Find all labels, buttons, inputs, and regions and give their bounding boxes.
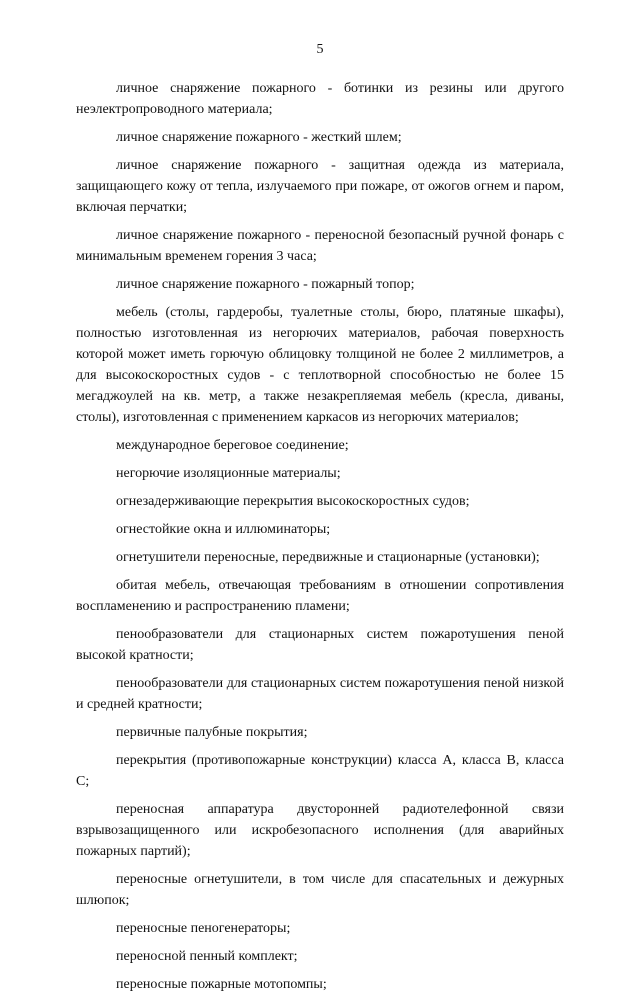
paragraph-helmet: личное снаряжение пожарного - жесткий шлем; xyxy=(116,130,402,145)
paragraph-portable-extinguishers: переносные огнетушители, в том числе для спасательных и дежурных шлюпок; xyxy=(76,872,564,908)
paragraph-furniture: мебель (столы, гардеробы, туалетные столы, бюро, платяные шкафы), полностью изготовленная из негорючих материалов, рабочая поверхность которой может иметь горючую облицовку толщиной не более 2 миллиметров, а для высокоскоростных судов - с теплотворной способностью не более 15 мегаджоулей на кв. метр, а также незакрепляемая мебель (кресла, диваны, столы), изготовленная с применением каркасов из негорючих материалов; xyxy=(76,305,564,425)
paragraph-upholstered-furniture: обитая мебель, отвечающая требованиям в отношении сопротивления воспламенению и распространению пламени; xyxy=(76,578,564,614)
paragraph-divisions: перекрытия (противопожарные конструкции) класса А, класса В, класса С; xyxy=(76,753,564,789)
paragraph-insulation: негорючие изоляционные материалы; xyxy=(116,466,341,481)
paragraph-deck-coverings: первичные палубные покрытия; xyxy=(116,725,308,740)
paragraph-lantern: личное снаряжение пожарного - переносной безопасный ручной фонарь с минимальным временем горения 3 часа; xyxy=(76,228,564,264)
paragraph-shore-connection: международное береговое соединение; xyxy=(116,438,349,453)
paragraph-foam-low-medium: пенообразователи для стационарных систем пожаротушения пеной низкой и средней кратности; xyxy=(76,676,564,712)
paragraph-fire-retarding-decks: огнезадерживающие перекрытия высокоскоростных судов; xyxy=(116,494,470,509)
paragraph-foam-kit: переносной пенный комплект; xyxy=(116,949,298,964)
paragraph-fire-resistant-windows: огнестойкие окна и иллюминаторы; xyxy=(116,522,331,537)
paragraph-foam-generators: переносные пеногенераторы; xyxy=(116,921,291,936)
paragraph-boots: личное снаряжение пожарного - ботинки из резины или другого неэлектропроводного материала; xyxy=(76,81,564,117)
document-body xyxy=(76,78,564,995)
paragraph-foam-high: пенообразователи для стационарных систем пожаротушения пеной высокой кратности; xyxy=(76,627,564,663)
paragraph-axe: личное снаряжение пожарного - пожарный топор; xyxy=(116,277,415,292)
page-number: 5 xyxy=(316,42,324,57)
paragraph-motor-pumps: переносные пожарные мотопомпы; xyxy=(116,977,327,992)
paragraph-radio-equipment: переносная аппаратура двусторонней радиотелефонной связи взрывозащищенного или искробезопасного исполнения (для аварийных пожарных партий); xyxy=(76,802,564,859)
paragraph-protective-clothing: личное снаряжение пожарного - защитная одежда из материала, защищающего кожу от тепла, излучаемого при пожаре, от ожогов огнем и паром, включая перчатки; xyxy=(76,158,564,215)
paragraph-extinguishers: огнетушители переносные, передвижные и стационарные (установки); xyxy=(116,550,540,565)
